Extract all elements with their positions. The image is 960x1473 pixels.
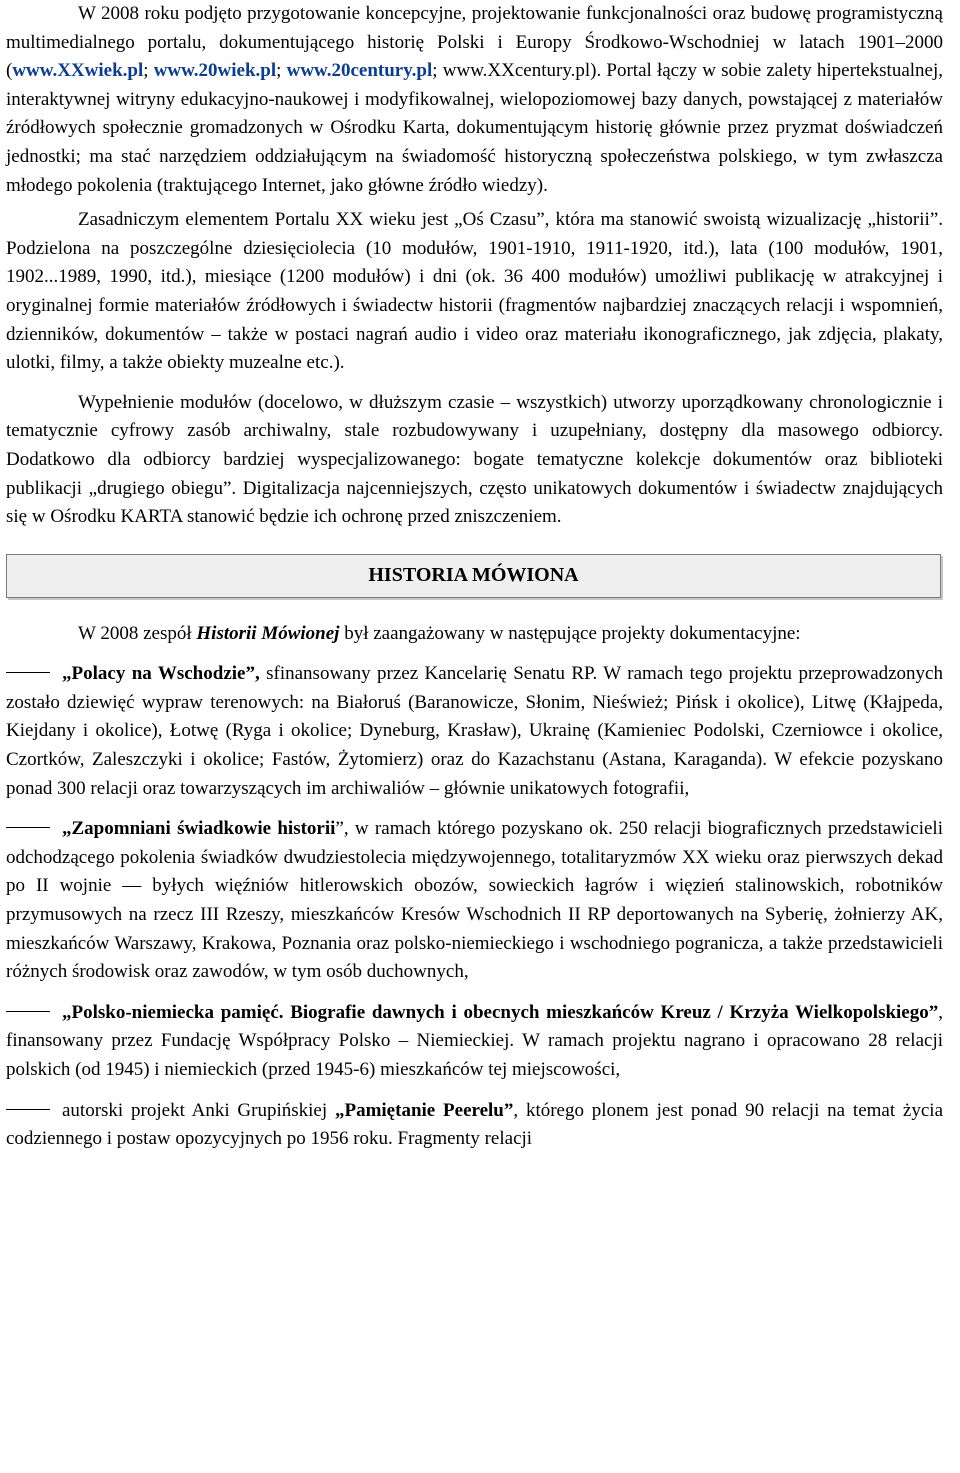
dash-marker bbox=[6, 672, 50, 673]
project-title: „Pamiętanie Peerelu” bbox=[334, 1099, 514, 1121]
project-title: „Zapomniani świadkowie historii bbox=[62, 818, 336, 840]
dash-marker bbox=[6, 1109, 50, 1110]
project-item bbox=[6, 660, 943, 803]
link-20century[interactable]: www.20century.pl bbox=[286, 60, 433, 82]
project-item bbox=[6, 999, 943, 1085]
section-heading-box bbox=[6, 554, 941, 598]
text: ). Portal łączy w sobie zalety hipertekstualnej, interaktywnej witryny edukacyjno-naukowej i modyfikowalnej, wielopoziomowej bazy danych, powstającej z materiałów źródłowych społecznie gromadzonych w Ośrodku Karta, dokumentującym historię głównie przez pryzmat doświadczeń jednostki; ma stać narzędziem oddziałującym na świadomość historyczną społeczeństwa polskiego, w tym zwłaszcza młodego pokolenia (traktującego Internet, jako główne źródło wiedzy). bbox=[6, 60, 943, 196]
link-xxcentury[interactable]: www.XXcentury.pl bbox=[442, 60, 591, 82]
separator: ; bbox=[432, 60, 443, 82]
project-title: „Polacy na Wschodzie”, bbox=[62, 663, 260, 685]
link-xxwiek[interactable]: www.XXwiek.pl bbox=[12, 60, 144, 82]
paragraph-intro bbox=[6, 620, 943, 649]
text: W 2008 zespół bbox=[78, 622, 197, 644]
project-item bbox=[6, 1097, 943, 1154]
project-item bbox=[6, 815, 943, 987]
project-prefix: autorski projekt Anki Grupińskiej bbox=[62, 1099, 335, 1121]
project-text: sfinansowany przez Kancelarię Senatu RP. W ramach tego projektu przeprowadzonych zostało dziewięć wypraw terenowych: na Białoruś (Baranowicze, Słonim, Nieśwież; Pińsk i okolice), Litwę (Kłajpeda, Kiejdany i okolice), Łotwę (Ryga i okolice; Dyneburg, Krasław), Ukrainę (Kamieniec Podolski, Czerniowce i okolice, Czortków, Zaleszczyki i okolice; Fastów, Żytomierz) oraz do Kazachstanu (Astana, Karaganda). W efekcie pozyskano ponad 300 relacji oraz towarzyszących im archiwaliów – głównie unikatowych fotografii, bbox=[6, 663, 943, 799]
project-text: , finansowany przez Fundację Współpracy Polsko – Niemieckiej. W ramach projektu nagrano i opracowano 28 relacji polskich (od 1945) i niemieckich (przed 1945-6) mieszkańców tej miejscowości, bbox=[6, 1001, 943, 1080]
project-title: „Polsko-niemiecka pamięć. Biografie dawnych i obecnych mieszkańców Kreuz / Krzyża Wielkopolskiego” bbox=[62, 1001, 939, 1023]
paragraph-timeline: Zasadniczym elementem Portalu XX wieku jest „Oś Czasu”, która ma stanowić swoistą wizualizację „historii”. Podzielona na poszczególne dziesięciolecia (10 modułów, 1901-1910, 1911-1920, itd.), lata (100 modułów, 1901, 1902...1989, 1990, itd.), miesiące (1200 modułów) i dni (ok. 36 400 modułów) umożliwi publikację w atrakcyjnej i oryginalnej formie materiałów źródłowych i świadectw historii (fragmentów najbardziej znaczących relacji i wspomnień, dzienników, dokumentów – także w postaci nagrań audio i video oraz materiału ikonograficznego, jak zdjęcia, plakaty, ulotki, filmy, a także obiekty muzealne etc.). bbox=[6, 209, 943, 374]
paragraph-modules: Wypełnienie modułów (docelowo, w dłuższym czasie – wszystkich) utworzy uporządkowany chronologicznie i tematycznie cyfrowy zasób archiwalny, stale rozbudowywany i uzupełniany, dostępny dla masowego odbiorcy. Dodatkowo dla odbiorcy bardziej wyspecjalizowanego: bogate tematyczne kolekcje dokumentów oraz biblioteki publikacji „drugiego obiegu”. Digitalizacja najcenniejszych, często unikatowych dokumentów i świadectw znajdujących się w Ośrodku KARTA stanowić będzie ich ochronę przed zniszczeniem. bbox=[6, 391, 943, 528]
text: był zaangażowany w następujące projekty dokumentacyjne: bbox=[339, 622, 801, 644]
project-text: ”, w ramach którego pozyskano ok. 250 relacji biograficznych przedstawicieli odchodzącego pokolenia świadków dwudziestolecia międzywojennego, totalitaryzmów XX wieku oraz pierwszych dekad po II wojnie — byłych więźniów hitlerowskich obozów, sowieckich łagrów i więzień stalinowskich, robotników przymusowych na rzecz III Rzeszy, mieszkańców Kresów Wschodnich II RP deportowanych na Syberię, żołnierzy AK, mieszkańców Warszawy, Krakowa, Poznania oraz polsko-niemieckiego i wschodniego pogranicza, a także przedstawicieli różnych środowisk oraz zawodów, w tym osób duchownych, bbox=[6, 818, 943, 983]
separator: ; bbox=[276, 60, 287, 82]
separator: ; bbox=[143, 60, 154, 82]
section-heading: HISTORIA MÓWIONA bbox=[368, 564, 579, 587]
link-20wiek[interactable]: www.20wiek.pl bbox=[153, 60, 277, 82]
paragraph-portal bbox=[6, 0, 943, 200]
text: W 2008 roku podjęto przygotowanie koncepcyjne, projektowanie funkcjonalności oraz budowę programistyczną multimedialnego portalu, dokumentującego historię Polski i Europy Środkowo-Wschodniej w latach 1901–2000 ( bbox=[6, 3, 943, 82]
dash-marker bbox=[6, 1011, 50, 1012]
dash-marker bbox=[6, 827, 50, 828]
emphasis-historia-mowiona: Historii Mówionej bbox=[196, 622, 340, 644]
project-text: , którego plonem jest ponad 90 relacji na temat życia codziennego i postaw opozycyjnych po 1956 roku. Fragmenty relacji bbox=[6, 1099, 944, 1150]
